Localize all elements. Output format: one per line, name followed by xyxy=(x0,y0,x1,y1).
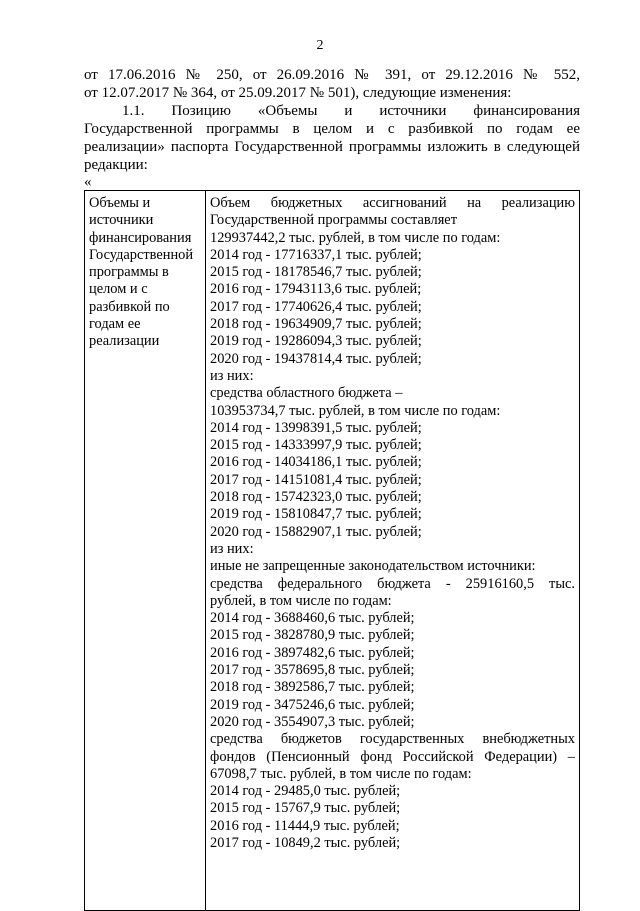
content-line: 2014 год - 29485,0 тыс. рублей; xyxy=(210,783,401,800)
content-line: 2019 год - 15810847,7 тыс. рублей; xyxy=(210,506,422,523)
content-line: 2016 год - 17943113,6 тыс. рублей; xyxy=(210,281,422,298)
intro-line: от 17.06.2016 № 250, от 26.09.2016 № 391, от 29.12.2016 № 552, xyxy=(84,67,580,83)
content-line: фондов (Пенсионный фонд Российской Федерации) – xyxy=(210,748,575,765)
table-row xyxy=(85,191,580,911)
content-line: из них: xyxy=(210,540,254,557)
content-line: 2016 год - 3897482,6 тыс. рублей; xyxy=(210,644,415,661)
content-line: 2020 год - 3554907,3 тыс. рублей; xyxy=(210,713,415,730)
item-line: Государственной программы в целом и с разбивкой по годам ее xyxy=(84,121,580,137)
content-line: 103953734,7 тыс. рублей, в том числе по годам: xyxy=(210,402,501,419)
content-line: средства областного бюджета – xyxy=(210,385,403,402)
intro-paragraph xyxy=(84,66,580,174)
content-line: 2016 год - 14034186,1 тыс. рублей; xyxy=(210,454,422,471)
content-line: 67098,7 тыс. рублей, в том числе по годам: xyxy=(210,765,472,782)
passport-table xyxy=(84,190,580,911)
position-content-cell xyxy=(206,191,580,911)
page-number: 2 xyxy=(316,38,324,53)
content-line: 2017 год - 10849,2 тыс. рублей; xyxy=(210,834,401,851)
content-line: 2018 год - 19634909,7 тыс. рублей; xyxy=(210,316,422,333)
content-line: 2018 год - 3892586,7 тыс. рублей; xyxy=(210,679,415,696)
content-line: средства бюджетов государственных внебюджетных xyxy=(210,731,575,748)
item-line: 1.1. Позицию «Объемы и источники финансирования xyxy=(122,103,580,119)
intro-line: от 12.07.2017 № 364, от 25.09.2017 № 501), следующие изменения: xyxy=(84,85,512,101)
item-line: реализации» паспорта Государственной программы изложить в следующей xyxy=(84,139,580,155)
content-line: Объем бюджетных ассигнований на реализацию xyxy=(210,195,575,211)
content-line: 2015 год - 14333997,9 тыс. рублей; xyxy=(210,437,422,454)
content-line: 2015 год - 18178546,7 тыс. рублей; xyxy=(210,264,422,281)
content-line: 2018 год - 15742323,0 тыс. рублей; xyxy=(210,489,422,506)
content-line: 2019 год - 3475246,6 тыс. рублей; xyxy=(210,696,415,713)
opening-quote: « xyxy=(84,174,92,190)
content-line: Государственной программы составляет xyxy=(210,212,457,229)
content-line: 2017 год - 14151081,4 тыс. рублей; xyxy=(210,471,422,488)
content-line: рублей, в том числе по годам: xyxy=(210,592,392,609)
content-line: 2020 год - 19437814,4 тыс. рублей; xyxy=(210,350,422,367)
content-line: 2014 год - 13998391,5 тыс. рублей; xyxy=(210,419,422,436)
content-line: 2016 год - 11444,9 тыс. рублей; xyxy=(210,817,400,834)
content-line: 2014 год - 3688460,6 тыс. рублей; xyxy=(210,610,415,627)
item-line: редакции: xyxy=(84,157,148,173)
content-line: 2015 год - 3828780,9 тыс. рублей; xyxy=(210,627,415,644)
content-line: иные не запрещенные законодательством источники: xyxy=(210,558,536,575)
content-line: 2015 год - 15767,9 тыс. рублей; xyxy=(210,800,401,817)
content-line: из них: xyxy=(210,367,254,384)
content-line: 2020 год - 15882907,1 тыс. рублей; xyxy=(210,523,422,540)
position-name-cell: Объемы и источники финансирования Государственной программы в целом и с разбивкой по годам ее реализации xyxy=(85,191,206,911)
content-line: 129937442,2 тыс. рублей, в том числе по годам: xyxy=(210,229,501,246)
content-line: 2014 год - 17716337,1 тыс. рублей; xyxy=(210,246,422,263)
content-line: 2017 год - 17740626,4 тыс. рублей; xyxy=(210,298,422,315)
content-line: 2017 год - 3578695,8 тыс. рублей; xyxy=(210,662,415,679)
content-line: 2019 год - 19286094,3 тыс. рублей; xyxy=(210,333,422,350)
content-line: средства федерального бюджета - 25916160,5 тыс. xyxy=(210,575,575,592)
